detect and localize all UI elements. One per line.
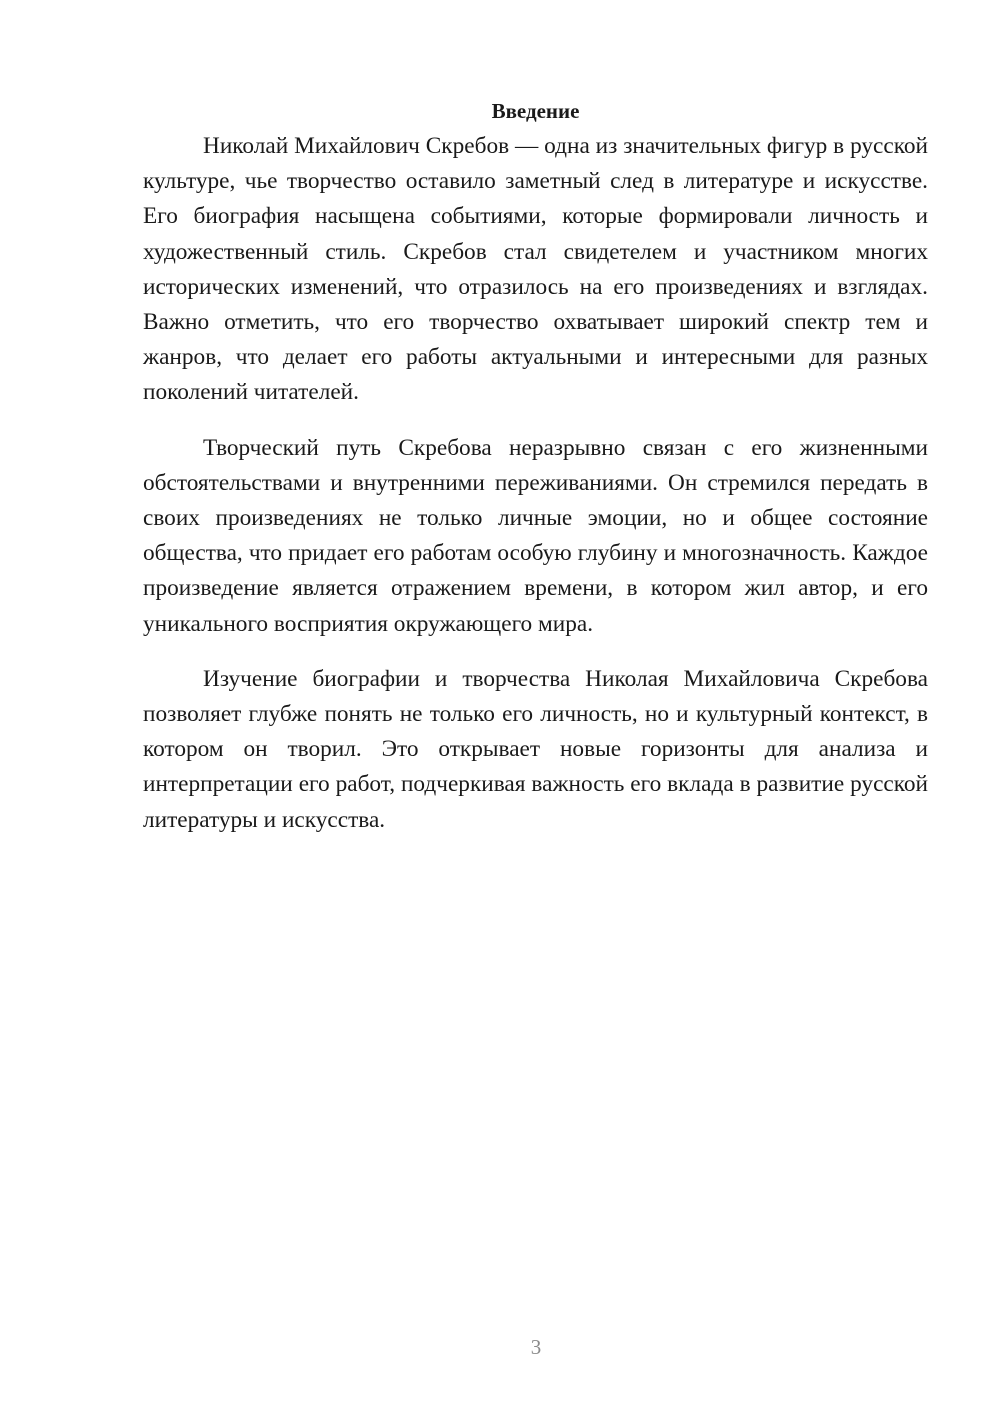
- paragraph-3: Изучение биографии и творчества Николая Михайловича Скребова позволяет глубже понять не только его личность, но и культурный контекст, в котором он творил. Это открывает новые горизонты для анализа и интерпретации его работ, подчеркивая важность его вклада в развитие русской литературы и искусства.: [143, 665, 928, 833]
- paragraph-2: Творческий путь Скребова неразрывно связан с его жизненными обстоятельствами и внутренними переживаниями. Он стремился передать в своих произведениях не только личные эмоции, но и общее состояние общества, что придает его работам особую глубину и многозначность. Каждое произведение является отражением времени, в котором жил автор, и его уникального восприятия окружающего мира.: [143, 434, 928, 637]
- page-content: [143, 96, 928, 838]
- section-heading: Введение: [491, 99, 580, 123]
- paragraph-1: Николай Михайлович Скребов — одна из значительных фигур в русской культуре, чье творчество оставило заметный след в литературе и искусстве. Его биография насыщена событиями, которые формировали личность и художественный стиль. Скребов стал свидетелем и участником многих исторических изменений, что отразилось на его произведениях и взглядах. Важно отметить, что его творчество охватывает широкий спектр тем и жанров, что делает его работы актуальными и интересными для разных поколений читателей.: [143, 133, 928, 406]
- page-number: 3: [530, 1335, 542, 1359]
